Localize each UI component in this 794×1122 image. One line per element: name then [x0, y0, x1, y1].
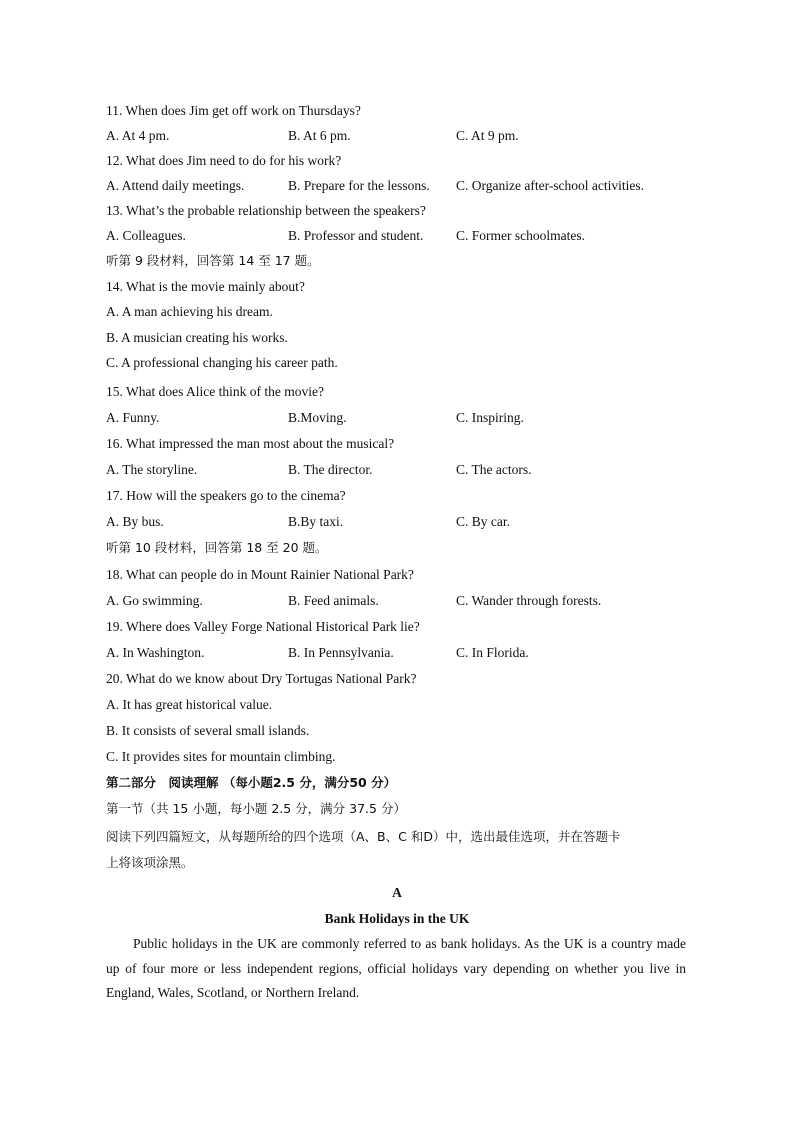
material-10-instruction: 听第 10 段材料，回答第 18 至 20 题。 [106, 540, 328, 555]
q14-option-b: B. A musician creating his works. [106, 330, 288, 345]
question-11: 11. When does Jim get off work on Thursdays? [106, 103, 361, 118]
q17-option-b: B.By taxi. [288, 514, 344, 529]
q17-option-c: C. By car. [456, 514, 510, 529]
q14-option-c: C. A professional changing his career path. [106, 355, 338, 370]
question-16: 16. What impressed the man most about the musical? [106, 436, 395, 451]
q12-option-a: A. Attend daily meetings. [106, 178, 245, 193]
reading-instruction-line-1: 阅读下列四篇短文，从每题所给的四个选项（A、B、C 和D）中，选出最佳选项，并在答题卡 [106, 829, 621, 844]
q20-option-c: C. It provides sites for mountain climbing. [106, 749, 336, 764]
q19-option-c: C. In Florida. [456, 645, 529, 660]
question-15: 15. What does Alice think of the movie? [106, 384, 324, 399]
q14-option-a: A. A man achieving his dream. [106, 304, 273, 319]
question-20: 20. What do we know about Dry Tortugas National Park? [106, 671, 417, 686]
question-17: 17. How will the speakers go to the cinema? [106, 488, 346, 503]
q11-option-b: B. At 6 pm. [288, 128, 351, 143]
question-12: 12. What does Jim need to do for his work? [106, 153, 342, 168]
question-19: 19. Where does Valley Forge National Historical Park lie? [106, 619, 420, 634]
q15-option-a: A. Funny. [106, 410, 160, 425]
q17-option-a: A. By bus. [106, 514, 164, 529]
q13-option-b: B. Professor and student. [288, 228, 424, 243]
question-13: 13. What’s the probable relationship between the speakers? [106, 203, 426, 218]
q19-option-b: B. In Pennsylvania. [288, 645, 394, 660]
q16-option-b: B. The director. [288, 462, 373, 477]
q18-option-c: C. Wander through forests. [456, 593, 602, 608]
q19-option-a: A. In Washington. [106, 645, 205, 660]
q18-option-a: A. Go swimming. [106, 593, 203, 608]
q15-option-b: B.Moving. [288, 410, 347, 425]
q12-option-b: B. Prepare for the lessons. [288, 178, 430, 193]
q16-option-a: A. The storyline. [106, 462, 198, 477]
passage-letter: A [392, 885, 402, 900]
q13-option-a: A. Colleagues. [106, 228, 186, 243]
q12-option-c: C. Organize after-school activities. [456, 178, 645, 193]
section-1-heading: 第一节（共 15 小题，每小题 2.5 分，满分 37.5 分） [106, 801, 406, 816]
part-2-heading: 第二部分 阅读理解 （每小题2.5 分，满分50 分） [106, 775, 397, 790]
q11-option-c: C. At 9 pm. [456, 128, 519, 143]
passage-title: Bank Holidays in the UK [324, 911, 470, 926]
q16-option-c: C. The actors. [456, 462, 532, 477]
question-18: 18. What can people do in Mount Rainier National Park? [106, 567, 414, 582]
q13-option-c: C. Former schoolmates. [456, 228, 585, 243]
material-9-instruction: 听第 9 段材料，回答第 14 至 17 题。 [106, 253, 320, 268]
q11-option-a: A. At 4 pm. [106, 128, 170, 143]
q20-option-b: B. It consists of several small islands. [106, 723, 310, 738]
reading-instruction-line-2: 上将该项涂黑。 [106, 855, 194, 870]
q20-option-a: A. It has great historical value. [106, 697, 273, 712]
passage-paragraph: Public holidays in the UK are commonly referred to as bank holidays. As the UK is a country made up of four more or less independent regions, official holidays vary depending on whether you live in England, Wales, Scotland, or Northern Ireland. [106, 936, 686, 1000]
q18-option-b: B. Feed animals. [288, 593, 379, 608]
q15-option-c: C. Inspiring. [456, 410, 524, 425]
question-14: 14. What is the movie mainly about? [106, 279, 305, 294]
